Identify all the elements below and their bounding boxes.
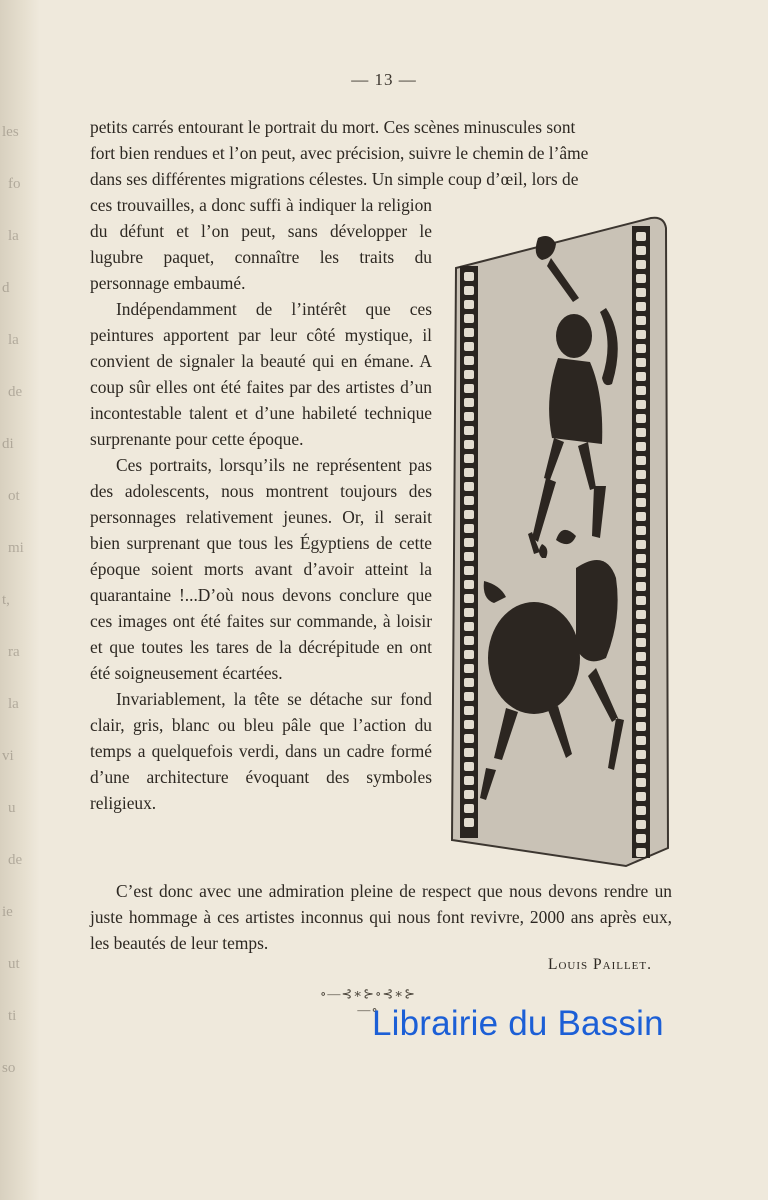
border-bead (636, 708, 646, 717)
bleed-fragment: de (8, 852, 23, 868)
border-bead (464, 692, 474, 701)
bleed-fragment: de (8, 384, 23, 400)
border-bead (636, 610, 646, 619)
border-bead (464, 300, 474, 309)
bleed-fragment: mi (8, 540, 24, 556)
border-bead (636, 680, 646, 689)
border-bead (464, 286, 474, 295)
border-bead (636, 232, 646, 241)
border-bead (636, 820, 646, 829)
facing-page-bleed (0, 0, 40, 1200)
border-bead (636, 764, 646, 773)
paragraph-4: Invariablement, la tête se détache sur fond clair, gris, blanc ou bleu pâle que l’action du temps a quelquefois verdi, dans un cadre formé d’une architecture évoquant des symboles religieux. (90, 689, 432, 813)
border-bead (636, 512, 646, 521)
border-bead (636, 778, 646, 787)
intro-line: dans ses différentes migrations célestes. Un simple coup d’œil, lors de (90, 169, 579, 189)
border-bead (636, 288, 646, 297)
border-bead (464, 272, 474, 281)
border-bead (464, 734, 474, 743)
bleed-fragment: ie (2, 904, 13, 920)
border-bead (464, 356, 474, 365)
bookseller-watermark: Librairie du Bassin (372, 1004, 664, 1043)
border-bead (636, 694, 646, 703)
bleed-fragment: ut (8, 956, 20, 972)
border-bead (636, 848, 646, 857)
border-bead (636, 736, 646, 745)
border-bead (464, 650, 474, 659)
closing-paragraph: C’est donc avec une admiration pleine de respect que nous devons rendre un juste hommage à ces artistes inconnus qui nous font revivre, 2000 ans après eux, les beautés de leur temps. (90, 881, 672, 953)
bleed-fragment: fo (8, 176, 21, 192)
author-signature: Louis Paillet. (548, 956, 652, 973)
border-bead (636, 246, 646, 255)
border-bead (464, 720, 474, 729)
border-bead (464, 370, 474, 379)
border-bead (636, 302, 646, 311)
border-bead (636, 470, 646, 479)
intro-line: petits carrés entourant le portrait du mort. Ces scènes minuscules sont (90, 117, 576, 137)
border-bead (636, 526, 646, 535)
border-bead (464, 314, 474, 323)
border-bead (636, 386, 646, 395)
bleed-fragment: t, (2, 592, 10, 608)
border-bead (636, 568, 646, 577)
border-bead (464, 748, 474, 757)
border-bead (464, 384, 474, 393)
border-bead (636, 652, 646, 661)
page-number: — 13 — (351, 70, 417, 89)
border-bead (636, 554, 646, 563)
border-bead (636, 260, 646, 269)
bleed-fragment: ra (8, 644, 20, 660)
bleed-fragment: les (2, 124, 19, 140)
border-bead (464, 510, 474, 519)
border-bead (464, 524, 474, 533)
border-bead (464, 468, 474, 477)
border-bead (464, 342, 474, 351)
border-bead (636, 834, 646, 843)
intro-text (90, 114, 672, 192)
border-bead (636, 596, 646, 605)
bleed-fragment: d (2, 280, 10, 296)
border-bead (464, 622, 474, 631)
bleed-fragment: so (2, 1060, 16, 1076)
border-bead (636, 428, 646, 437)
bleed-fragment: vi (2, 748, 14, 764)
border-bead (464, 594, 474, 603)
border-bead (464, 454, 474, 463)
border-bead (464, 398, 474, 407)
border-bead (636, 722, 646, 731)
bleed-fragment: ti (8, 1008, 17, 1024)
paragraph-1: ces trouvailles, a donc suffi à indiquer la religion du défunt et l’on peut, sans développer le lugubre paquet, connaître les traits du personnage embaumé. (90, 195, 432, 293)
border-bead (464, 804, 474, 813)
border-bead (464, 706, 474, 715)
border-bead (636, 582, 646, 591)
border-bead (464, 496, 474, 505)
border-bead (636, 330, 646, 339)
border-bead (636, 540, 646, 549)
bleed-fragment: la (8, 332, 19, 348)
border-bead (464, 580, 474, 589)
border-bead (464, 664, 474, 673)
border-bead (464, 608, 474, 617)
border-bead (464, 818, 474, 827)
border-bead (464, 762, 474, 771)
border-bead (636, 344, 646, 353)
border-bead (464, 636, 474, 645)
border-bead (636, 274, 646, 283)
border-bead (636, 666, 646, 675)
paragraph-3: Ces portraits, lorsqu’ils ne représentent pas des adolescents, nous montrent toujours des personnages relativement jeunes. Or, il serait bien surprenant que tous les Égyptiens de cette époque soient morts avant d’avoir atteint la quarantaine !...D’où nous devons conclure que ces images ont été faites sur commande, à loisir et que toutes les tares de la décrépitude en ont été soigneusement écartées. (90, 455, 432, 683)
border-bead (636, 638, 646, 647)
border-bead (636, 414, 646, 423)
border-bead (636, 400, 646, 409)
bleed-fragment: di (2, 436, 14, 452)
column-text (90, 192, 432, 816)
border-bead (464, 678, 474, 687)
bleed-fragment: ot (8, 488, 20, 504)
border-bead (636, 484, 646, 493)
border-bead (636, 316, 646, 325)
border-bead (636, 358, 646, 367)
border-bead (464, 412, 474, 421)
border-bead (464, 538, 474, 547)
border-bead (636, 792, 646, 801)
egyptian-painting-illustration (446, 208, 674, 874)
border-bead (636, 750, 646, 759)
border-bead (464, 440, 474, 449)
border-bead (636, 624, 646, 633)
bleed-fragment: u (8, 800, 16, 816)
border-bead (464, 566, 474, 575)
border-bead (464, 776, 474, 785)
border-bead (636, 806, 646, 815)
border-bead (636, 372, 646, 381)
ornament-divider: ∘—⊰∗⊱∘⊰∗⊱—∘ (320, 986, 416, 1017)
border-bead (464, 790, 474, 799)
border-bead (464, 328, 474, 337)
border-bead (464, 426, 474, 435)
border-bead (636, 442, 646, 451)
border-bead (636, 498, 646, 507)
paragraph-2: Indépendamment de l’intérêt que ces peintures apportent par leur côté mystique, il convient de signaler la beauté qui en émane. A coup sûr elles ont été faites par des artistes d’un incontestable talent et d’une habileté technique surprenante pour cette époque. (90, 299, 432, 449)
intro-line: fort bien rendues et l’on peut, avec précision, suivre le chemin de l’âme (90, 143, 589, 163)
bleed-fragment: la (8, 696, 19, 712)
border-bead (464, 482, 474, 491)
border-bead (464, 552, 474, 561)
bleed-fragment: la (8, 228, 19, 244)
border-bead (636, 456, 646, 465)
